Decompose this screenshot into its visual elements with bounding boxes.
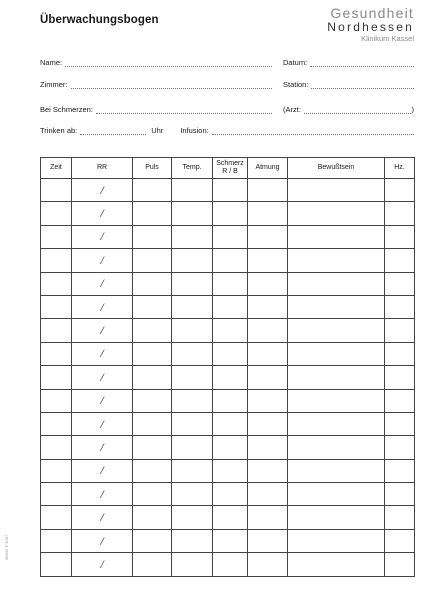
table-cell[interactable]	[248, 295, 288, 318]
table-cell[interactable]	[213, 179, 248, 202]
table-cell[interactable]	[72, 366, 133, 389]
table-cell[interactable]	[172, 553, 213, 576]
table-cell[interactable]	[172, 412, 213, 435]
rr-separator: /	[100, 182, 104, 197]
table-cell[interactable]	[288, 225, 385, 248]
table-cell[interactable]	[248, 225, 288, 248]
table-cell[interactable]	[213, 483, 248, 506]
arzt-line[interactable]	[304, 106, 411, 114]
table-cell[interactable]	[133, 249, 172, 272]
table-cell[interactable]	[172, 202, 213, 225]
table-row	[41, 366, 415, 389]
rr-separator: /	[100, 206, 104, 221]
table-row	[41, 436, 415, 459]
table-cell[interactable]	[41, 249, 72, 272]
table-cell[interactable]	[172, 249, 213, 272]
arzt-close-paren: )	[411, 105, 414, 114]
clinic-logo	[327, 6, 414, 43]
form-code: 98503 ® 3007	[4, 534, 9, 560]
table-cell[interactable]	[385, 249, 415, 272]
table-cell[interactable]	[213, 272, 248, 295]
table-cell[interactable]	[41, 506, 72, 529]
table-cell[interactable]	[213, 366, 248, 389]
table-cell[interactable]	[385, 483, 415, 506]
table-cell[interactable]	[72, 529, 133, 552]
table-cell[interactable]	[288, 319, 385, 342]
table-cell[interactable]	[248, 272, 288, 295]
table-cell[interactable]	[288, 202, 385, 225]
table-cell[interactable]	[172, 529, 213, 552]
rr-separator: /	[100, 393, 104, 408]
table-cell[interactable]	[248, 202, 288, 225]
table-cell[interactable]	[72, 553, 133, 576]
datum-field[interactable]	[283, 58, 414, 67]
table-cell[interactable]	[172, 319, 213, 342]
table-cell[interactable]	[385, 295, 415, 318]
table-cell[interactable]	[133, 459, 172, 482]
table-cell[interactable]	[41, 319, 72, 342]
table-cell[interactable]	[288, 272, 385, 295]
table-cell[interactable]	[288, 389, 385, 412]
rr-separator: /	[100, 346, 104, 361]
table-cell[interactable]	[213, 202, 248, 225]
table-cell[interactable]	[72, 436, 133, 459]
table-cell[interactable]	[385, 272, 415, 295]
name-label: Name:	[40, 58, 63, 67]
table-cell[interactable]	[385, 319, 415, 342]
table-cell[interactable]	[288, 179, 385, 202]
table-cell[interactable]	[72, 295, 133, 318]
infusion-line[interactable]	[212, 127, 414, 135]
table-row	[41, 295, 415, 318]
col-temp: Temp.	[172, 158, 213, 179]
table-cell[interactable]	[248, 529, 288, 552]
table-cell[interactable]	[72, 459, 133, 482]
arzt-label: (Arzt:	[283, 105, 301, 114]
table-cell[interactable]	[213, 553, 248, 576]
table-cell[interactable]	[41, 202, 72, 225]
table-cell[interactable]	[288, 553, 385, 576]
table-cell[interactable]	[248, 319, 288, 342]
table-cell[interactable]	[133, 529, 172, 552]
name-field[interactable]	[40, 58, 272, 67]
rr-separator: /	[100, 533, 104, 548]
datum-line[interactable]	[310, 59, 414, 67]
table-cell[interactable]	[213, 225, 248, 248]
table-cell[interactable]	[385, 342, 415, 365]
table-cell[interactable]	[72, 342, 133, 365]
table-cell[interactable]	[72, 179, 133, 202]
logo-line-3: Klinikum Kassel	[361, 34, 414, 43]
table-cell[interactable]	[72, 225, 133, 248]
bei-schmerzen-line[interactable]	[96, 106, 272, 114]
table-cell[interactable]	[72, 319, 133, 342]
table-cell[interactable]	[72, 202, 133, 225]
table-cell[interactable]	[213, 459, 248, 482]
table-cell[interactable]	[213, 436, 248, 459]
table-row	[41, 179, 415, 202]
table-cell[interactable]	[133, 483, 172, 506]
datum-label: Datum:	[283, 58, 308, 67]
table-cell[interactable]	[385, 179, 415, 202]
bei-schmerzen-field[interactable]	[40, 105, 272, 114]
rr-separator: /	[100, 299, 104, 314]
table-cell[interactable]	[41, 225, 72, 248]
table-cell[interactable]	[385, 225, 415, 248]
uhr-label: Uhr	[151, 126, 164, 135]
table-row	[41, 506, 415, 529]
trinken-ab-label: Trinken ab:	[40, 126, 78, 135]
table-cell[interactable]	[213, 389, 248, 412]
rr-separator: /	[100, 416, 104, 431]
table-row	[41, 529, 415, 552]
table-cell[interactable]	[172, 366, 213, 389]
logo-line-2: Nordhessen	[327, 20, 414, 34]
table-cell[interactable]	[213, 412, 248, 435]
table-cell[interactable]	[248, 412, 288, 435]
col-hz: Hz.	[385, 158, 415, 179]
table-cell[interactable]	[385, 506, 415, 529]
table-cell[interactable]	[248, 389, 288, 412]
table-cell[interactable]	[248, 553, 288, 576]
rr-separator: /	[100, 556, 104, 571]
table-row	[41, 553, 415, 576]
table-cell[interactable]	[133, 389, 172, 412]
table-cell[interactable]	[172, 459, 213, 482]
name-line[interactable]	[65, 59, 272, 67]
table-cell[interactable]	[172, 342, 213, 365]
table-cell[interactable]	[248, 366, 288, 389]
logo-line-1: Gesundheit	[330, 5, 414, 21]
table-cell[interactable]	[133, 436, 172, 459]
table-cell[interactable]	[172, 483, 213, 506]
table-cell[interactable]	[133, 506, 172, 529]
col-schmerz: Schmerz R / B	[213, 158, 248, 179]
zimmer-line[interactable]	[71, 81, 273, 89]
table-cell[interactable]	[172, 179, 213, 202]
table-cell[interactable]	[41, 529, 72, 552]
table-cell[interactable]	[385, 553, 415, 576]
table-cell[interactable]	[288, 249, 385, 272]
table-cell[interactable]	[385, 389, 415, 412]
table-cell[interactable]	[213, 249, 248, 272]
col-zeit: Zeit	[41, 158, 72, 179]
trinken-infusion-row	[40, 126, 414, 135]
table-cell[interactable]	[288, 529, 385, 552]
station-line[interactable]	[311, 81, 414, 89]
table-cell[interactable]	[41, 553, 72, 576]
table-cell[interactable]	[288, 412, 385, 435]
col-atmung: Atmung	[248, 158, 288, 179]
rr-separator: /	[100, 252, 104, 267]
table-cell[interactable]	[72, 389, 133, 412]
table-cell[interactable]	[248, 249, 288, 272]
table-cell[interactable]	[133, 295, 172, 318]
table-cell[interactable]	[133, 179, 172, 202]
table-body	[41, 179, 415, 577]
table-cell[interactable]	[288, 342, 385, 365]
table-row	[41, 225, 415, 248]
table-cell[interactable]	[133, 202, 172, 225]
table-cell[interactable]	[172, 436, 213, 459]
table-cell[interactable]	[385, 202, 415, 225]
table-cell[interactable]	[133, 553, 172, 576]
monitoring-table	[40, 157, 415, 577]
table-cell[interactable]	[248, 483, 288, 506]
table-cell[interactable]	[288, 483, 385, 506]
table-cell[interactable]	[385, 459, 415, 482]
form-title: Überwachungsbogen	[40, 14, 159, 26]
rr-separator: /	[100, 323, 104, 338]
table-cell[interactable]	[172, 272, 213, 295]
table-row	[41, 342, 415, 365]
table-cell[interactable]	[385, 366, 415, 389]
table-cell[interactable]	[248, 506, 288, 529]
bei-schmerzen-label: Bei Schmerzen:	[40, 105, 93, 114]
table-cell[interactable]	[41, 179, 72, 202]
table-cell[interactable]	[41, 459, 72, 482]
table-cell[interactable]	[213, 529, 248, 552]
table-cell[interactable]	[385, 529, 415, 552]
table-cell[interactable]	[288, 436, 385, 459]
table-cell[interactable]	[41, 483, 72, 506]
rr-separator: /	[100, 463, 104, 478]
col-puls: Puls	[133, 158, 172, 179]
table-cell[interactable]	[133, 342, 172, 365]
table-cell[interactable]	[72, 506, 133, 529]
rr-separator: /	[100, 439, 104, 454]
table-cell[interactable]	[288, 366, 385, 389]
rr-separator: /	[100, 276, 104, 291]
table-cell[interactable]	[213, 506, 248, 529]
table-row	[41, 319, 415, 342]
rr-separator: /	[100, 229, 104, 244]
table-cell[interactable]	[288, 506, 385, 529]
table-cell[interactable]	[41, 272, 72, 295]
rr-separator: /	[100, 510, 104, 525]
infusion-label: Infusion:	[180, 126, 209, 135]
table-cell[interactable]	[248, 179, 288, 202]
table-cell[interactable]	[41, 295, 72, 318]
table-cell[interactable]	[133, 412, 172, 435]
col-rr: RR	[72, 158, 133, 179]
table-row	[41, 202, 415, 225]
table-cell[interactable]	[72, 412, 133, 435]
table-cell[interactable]	[172, 506, 213, 529]
table-cell[interactable]	[213, 295, 248, 318]
zimmer-label: Zimmer:	[40, 80, 68, 89]
table-cell[interactable]	[72, 249, 133, 272]
table-cell[interactable]	[41, 436, 72, 459]
table-cell[interactable]	[41, 412, 72, 435]
table-cell[interactable]	[172, 295, 213, 318]
table-cell[interactable]	[133, 319, 172, 342]
trinken-ab-line[interactable]	[80, 127, 146, 135]
table-cell[interactable]	[385, 412, 415, 435]
table-cell[interactable]	[72, 483, 133, 506]
table-cell[interactable]	[213, 342, 248, 365]
table-cell[interactable]	[248, 342, 288, 365]
table-cell[interactable]	[172, 225, 213, 248]
table-row	[41, 272, 415, 295]
rr-separator: /	[100, 369, 104, 384]
table-cell[interactable]	[133, 225, 172, 248]
arzt-field[interactable]	[283, 105, 414, 114]
table-cell[interactable]	[288, 295, 385, 318]
table-cell[interactable]	[213, 319, 248, 342]
station-label: Station:	[283, 80, 309, 89]
station-field[interactable]	[283, 80, 414, 89]
table-row	[41, 389, 415, 412]
table-cell[interactable]	[385, 436, 415, 459]
table-cell[interactable]	[41, 389, 72, 412]
table-cell[interactable]	[288, 459, 385, 482]
table-cell[interactable]	[133, 366, 172, 389]
table-row	[41, 483, 415, 506]
table-row	[41, 412, 415, 435]
table-cell[interactable]	[133, 272, 172, 295]
zimmer-field[interactable]	[40, 80, 272, 89]
table-cell[interactable]	[41, 366, 72, 389]
table-cell[interactable]	[248, 436, 288, 459]
table-cell[interactable]	[172, 389, 213, 412]
rr-separator: /	[100, 486, 104, 501]
table-row	[41, 459, 415, 482]
table-cell[interactable]	[248, 459, 288, 482]
col-bewusstsein: Bewußtsein	[288, 158, 385, 179]
table-header-row	[41, 158, 415, 179]
table-cell[interactable]	[41, 342, 72, 365]
table-cell[interactable]	[72, 272, 133, 295]
table-row	[41, 249, 415, 272]
